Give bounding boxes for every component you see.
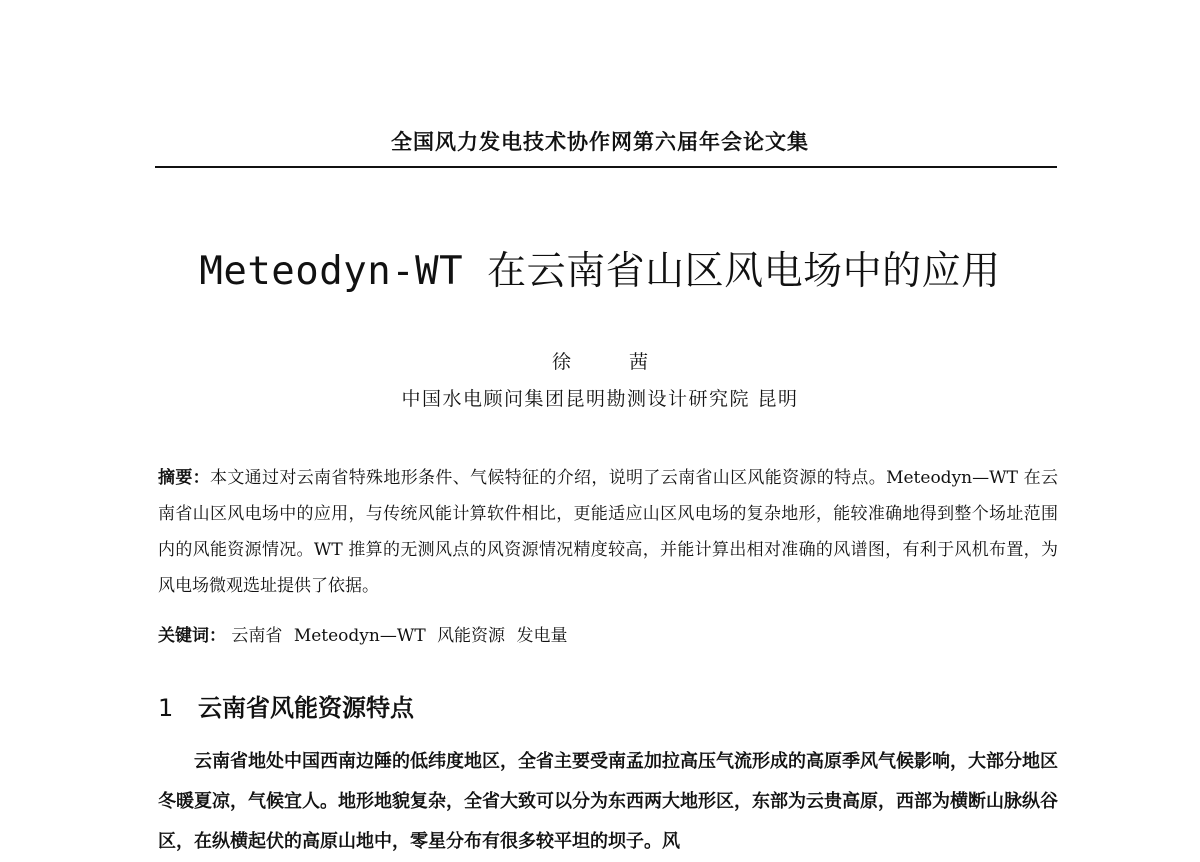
keyword-item: 云南省 xyxy=(231,626,283,646)
section-number: 1 xyxy=(158,694,174,722)
running-header: 全国风力发电技术协作网第六届年会论文集 xyxy=(391,130,809,154)
section-paragraph: 云南省地处中国西南边陲的低纬度地区，全省主要受南孟加拉高压气流形成的高原季风气候影响，大部分地区冬暖夏凉，气候宜人。地形地貌复杂，全省大致可以分为东西两大地形区，东部为云贵高原，西部为横断山脉纵谷区，在纵横起伏的高原山地中，零星分布有很多较平坦的坝子。风 xyxy=(158,751,1058,852)
header-rule xyxy=(155,166,1057,168)
keyword-item: 风能资源 xyxy=(437,626,506,646)
section-title: 云南省风能资源特点 xyxy=(198,694,414,722)
keywords-label: 关键词： xyxy=(158,626,226,646)
paper-title: Meteodyn-WT 在云南省山区风电场中的应用 xyxy=(199,249,1001,294)
keyword-item: Meteodyn—WT xyxy=(293,626,426,646)
author-affiliation: 中国水电顾问集团昆明勘测设计研究院 昆明 xyxy=(401,388,799,410)
section-heading xyxy=(158,688,414,723)
abstract-label: 摘要： xyxy=(158,468,211,488)
abstract xyxy=(158,460,1058,604)
abstract-text: 本文通过对云南省特殊地形条件、气候特征的介绍，说明了云南省山区风能资源的特点。Meteodyn—WT 在云南省山区风电场中的应用，与传统风能计算软件相比，更能适应山区风电场的复杂地形，能较准确地得到整个场址范围内的风能资源情况。WT 推算的无测风点的风资源情况精度较高，并能计算出相对准确的风谱图，有利于风机布置，为风电场微观选址提供了依据。 xyxy=(158,468,1059,596)
keywords xyxy=(158,622,1058,650)
keyword-item: 发电量 xyxy=(516,626,568,646)
author-name: 徐 茜 xyxy=(551,351,675,373)
